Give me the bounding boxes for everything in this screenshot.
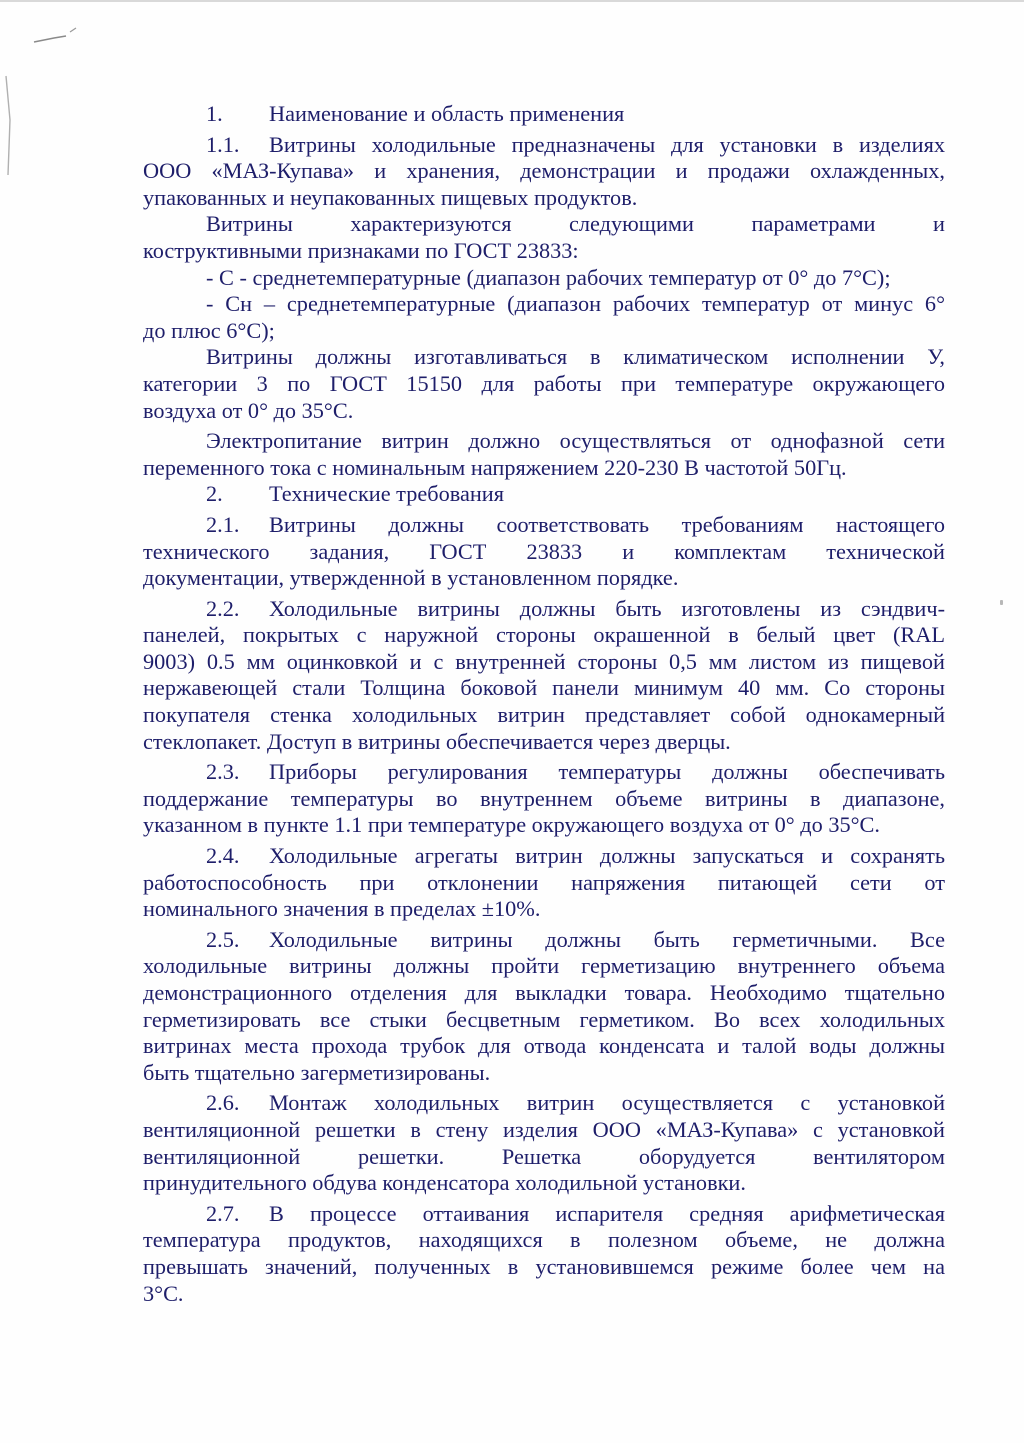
section-1-title: Наименование и область применения [269,101,625,126]
section-1-heading [143,101,945,128]
item-2-5-line-4: герметизировать все стыки бесцветным герметиком. Во всех холодильных [143,1006,945,1032]
item-2-5-text-1: Холодильные витрины должны быть герметичными. Все [269,926,945,952]
section-2-number: 2. [206,481,223,507]
item-2-2-line-4: нержавеющей стали Толщина боковой панели минимум 40 мм. Со стороны [143,675,945,701]
item-2-4-line-1 [143,843,945,870]
item-2-4-text-1: Холодильные агрегаты витрин должны запускаться и сохранять [269,843,945,869]
characteristics-line-2: коструктивными признаками по ГОСТ 23833: [143,237,579,263]
scan-top-edge [0,0,1024,2]
item-2-7-number: 2.7. [206,1200,240,1226]
section-2-title: Технические требования [269,481,504,507]
climate-line-2: категории 3 по ГОСТ 15150 для работы при температуре окружающего [143,370,945,396]
item-2-4-number: 2.4. [206,843,240,869]
characteristics-line-1: Витрины характеризуются следующими параметрами и [206,211,945,237]
item-2-2-number: 2.2. [206,595,240,621]
item-2-1-number: 2.1. [206,511,240,537]
document-body [143,96,945,1307]
item-2-2-line-5: покупателя стенка холодильных витрин представляет собой однокамерный [143,702,945,728]
item-2-5-line-5: витринах места прохода трубок для отвода конденсата и талой воды должны [143,1033,945,1059]
item-2-2-line-1 [143,596,945,623]
item-2-3-line-1 [143,759,945,786]
item-2-5-number: 2.5. [206,926,240,952]
item-2-6-line-1 [143,1090,945,1117]
item-2-7-line-2: температура продуктов, находящихся в полезном объеме, не должна [143,1227,945,1253]
item-2-3-number: 2.3. [206,759,240,785]
item-2-5-line-6: быть тщательно загерметизированы. [143,1059,491,1085]
item-2-6-line-3: вентиляционной решетки. Решетка оборудуется вентилятором [143,1143,945,1169]
item-2-1-text-1: Витрины должны соответствовать требованиям настоящего [269,511,945,537]
item-2-3-line-3: указанном в пункте 1.1 при температуре окружающего воздуха от 0° до 35°С. [143,812,880,838]
item-1-1-text-1: Витрины холодильные предназначены для установки в изделиях [269,131,945,157]
item-2-2-line-3: 9003) 0.5 мм оцинковкой и с внутренней стороны 0,5 мм листом из пищевой [143,648,945,674]
item-2-1-line-3: документации, утвержденной в установленном порядке. [143,565,679,591]
item-2-1-line-2: технического задания, ГОСТ 23833 и комплектам технической [143,538,945,564]
item-2-3-line-2: поддержание температуры во внутреннем объеме витрины в диапазоне, [143,785,945,811]
power-line-2: переменного тока с номинальным напряжением 220-230 В частотой 50Гц. [143,454,847,480]
item-1-1-line-3: упакованных и неупакованных пищевых продуктов. [143,184,638,210]
item-1-1-number: 1.1. [206,131,240,157]
item-2-7-line-4: 3°С. [143,1280,184,1306]
item-2-6-text-1: Монтаж холодильных витрин осуществляется с установкой [269,1090,945,1116]
item-1-1-line-1 [143,132,945,159]
item-2-2-line-2: панелей, покрытых с наружной стороны окрашенной в белый цвет (RAL [143,622,945,648]
item-2-6-number: 2.6. [206,1090,240,1116]
item-2-4-line-2: работоспособность при отклонении напряжения питающей сети от [143,869,945,895]
item-2-5-line-1 [143,927,945,954]
section-1-number: 1. [206,101,223,126]
climate-line-3: воздуха от 0° до 35°С. [143,397,354,423]
type-cn-line-1: - Сн – среднетемпературные (диапазон рабочих температур от минус 6° [206,291,945,317]
item-2-5-line-2: холодильные витрины должны пройти герметизацию внутреннего объема [143,953,945,979]
item-2-2-line-6: стеклопакет. Доступ в витрины обеспечивается через дверцы. [143,728,731,754]
item-2-6-line-4: принудительного обдува конденсатора холодильной установки. [143,1170,746,1196]
item-2-4-line-3: номинального значения в пределах ±10%. [143,896,541,922]
item-2-5-line-3: демонстрационного отделения для выкладки товара. Необходимо тщательно [143,980,945,1005]
item-2-7-text-1: В процессе оттаивания испарителя средняя арифметическая [269,1200,945,1226]
item-2-2-text-1: Холодильные витрины должны быть изготовлены из сэндвич- [269,595,945,621]
item-2-7-line-3: превышать значений, полученных в установившемся режиме более чем на [143,1253,945,1279]
item-2-7-line-1 [143,1201,945,1228]
item-2-1-line-1 [143,512,945,539]
scan-speck [1000,600,1003,605]
scan-corner-mark [0,0,90,200]
item-1-1-line-2: ООО «МАЗ-Купава» и хранения, демонстрации и продажи охлажденных, [143,158,945,184]
type-cn-line-2: до плюс 6°С); [143,317,275,343]
item-2-3-text-1: Приборы регулирования температуры должны обеспечивать [269,759,945,785]
type-c-line: - С - среднетемпературные (диапазон рабочих температур от 0° до 7°С); [206,264,891,290]
climate-line-1: Витрины должны изготавливаться в климатическом исполнении У, [206,344,945,370]
item-2-6-line-2: вентиляционной решетки в стену изделия ООО «МАЗ-Купава» с установкой [143,1116,945,1142]
power-line-1: Электропитание витрин должно осуществляться от однофазной сети [206,428,945,454]
section-2-heading [143,481,945,508]
